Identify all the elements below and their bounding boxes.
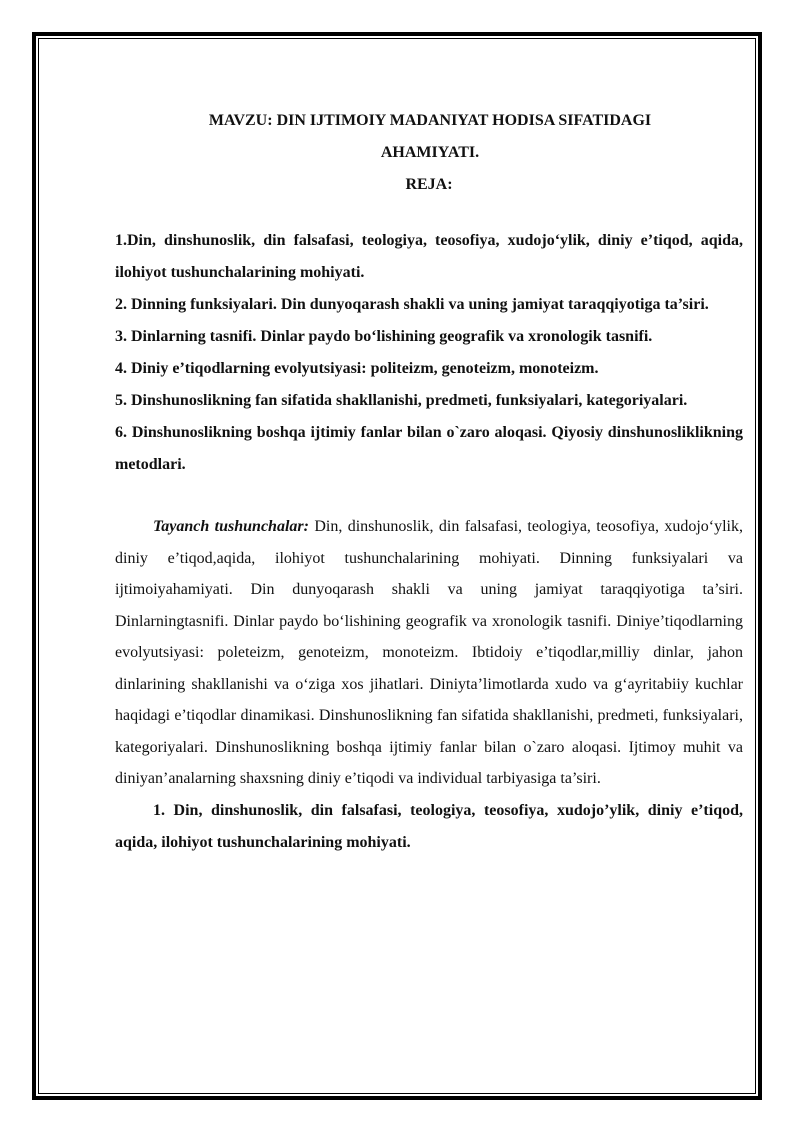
title-line-2: AHAMIYATI.: [380, 144, 480, 161]
plan-item: 5. Dinshunoslikning fan sifatida shakllanishi, predmeti, funksiyalari, kategoriyalari.: [115, 392, 688, 409]
plan-item: 6. Dinshunoslikning boshqa ijtimiy fanlar bilan o`zaro aloqasi. Qiyosiy dinshunosliklikning metodlari.: [115, 424, 743, 473]
keywords-text: Din, dinshunoslik, din falsafasi, teologiya, teosofiya, xudojo‘ylik, diniy e’tiqod,aqida, ilohiyot tushunchalarining mohiyati. Dinning funksiyalari va ijtimoiyahamiyati. Din dunyoqarash shakli va uning jamiyat taraqqiyotiga ta’siri. Dinlarningtasnifi. Dinlar paydo bo‘lishining geografik va xronologik tasnifi. Diniye’tiqodlarning evolyutsiyasi: poleteizm, genoteizm, monoteizm. Ibtidoiy e’tiqodlar,milliy dinlar, jahon dinlarining shakllanishi va o‘ziga xos jihatlari. Diniyta’limotlarda xudo va g‘ayritabiiy kuchlar haqidagi e’tiqodlar dinamikasi. Dinshunoslikning fan sifatida shakllanishi, predmeti, funksiyalari, kategoriyalari. Dinshunoslikning boshqa ijtimiy fanlar bilan o`zaro aloqasi. Ijtimoy muhit va diniyan’analarning shaxsning diniy e’tiqodi va individual tarbiyasiga ta’siri.: [115, 518, 743, 787]
plan-item: 4. Diniy e’tiqodlarning evolyutsiyasi: politeizm, genoteizm, monoteizm.: [115, 360, 599, 377]
plan-item: 3. Dinlarning tasnifi. Dinlar paydo bo‘lishining geografik va xronologik tasnifi.: [115, 328, 653, 345]
title-line-1: MAVZU: DIN IJTIMOIY MADANIYAT HODISA SIFATIDAGI: [208, 112, 652, 129]
plan-item: 2. Dinning funksiyalari. Din dunyoqarash shakli va uning jamiyat taraqqiyotiga ta’siri.: [115, 296, 709, 313]
document-title: [115, 105, 743, 169]
plan-list: [115, 225, 743, 481]
plan-item: 1.Din, dinshunoslik, din falsafasi, teologiya, teosofiya, xudojo‘ylik, diniy e’tiqod, aqida, ilohiyot tushunchalarining mohiyati.: [115, 232, 743, 281]
plan-heading: REJA:: [405, 176, 453, 193]
spacer: [115, 481, 743, 511]
keywords-label: Tayanch tushunchalar:: [153, 518, 309, 535]
keywords-paragraph: [115, 511, 743, 795]
page-content: [115, 105, 743, 859]
section-1-heading: 1. Din, dinshunoslik, din falsafasi, teologiya, teosofiya, xudojo’ylik, diniy e’tiqod, aqida, ilohiyot tushunchalarining mohiyati.: [115, 801, 743, 851]
